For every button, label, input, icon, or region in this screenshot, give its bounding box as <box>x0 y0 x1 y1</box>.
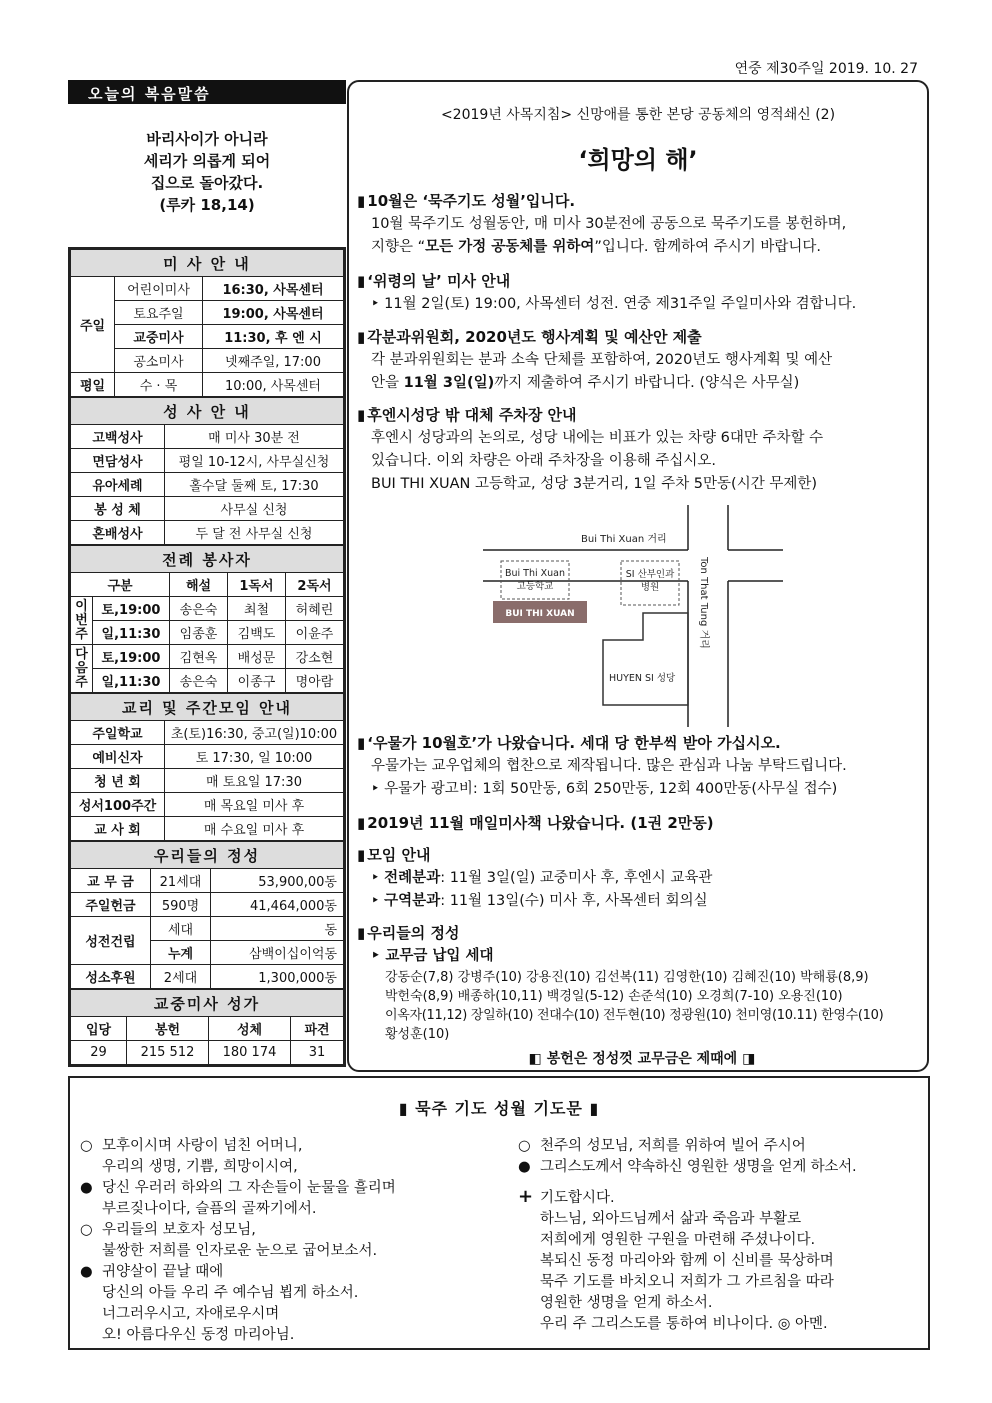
prayer-line: 귀양살이 끝날 때에 <box>102 1264 224 1280</box>
education-name: 교 사 회 <box>71 817 165 841</box>
news-section-missal <box>357 812 927 835</box>
prayer-line: 모후이시며 사랑이 넘친 어머니, <box>102 1138 303 1154</box>
prayer-left-column <box>80 1136 500 1346</box>
prayer-symbol: ● <box>518 1159 531 1175</box>
offering-amount: 41,464,000동 <box>211 893 344 917</box>
news-title: ‘희망의 해’ <box>578 146 698 174</box>
hymn-header: 입당 <box>71 1017 127 1041</box>
server-reader2: 강소현 <box>286 645 344 669</box>
prayer-line: 복되신 동정 마리아와 함께 이 신비를 묵상하며 <box>540 1253 834 1269</box>
donor-line: 이옥자(11,12) 장일하(10) 전대수(10) 전두현(10) 정광원(10) 천미영(10.11) 한영수(10) <box>385 1008 884 1023</box>
education-name: 성서100주간 <box>71 793 165 817</box>
hymn-header: 성체 <box>209 1017 291 1041</box>
section-heading: ▮ 후엔시성당 밖 대체 주차장 안내 <box>357 404 927 427</box>
prayer-line: 당신의 아들 우리 주 예수님 뵙게 하소서. <box>102 1285 359 1301</box>
server-day: 일,11:30 <box>93 669 170 693</box>
education-value: 초(토)16:30, 중고(일)10:00 <box>165 721 344 745</box>
section-bullet: ‣ 우물가 광고비: 1회 50만동, 6회 250만동, 12회 400만동(사무실 접수) <box>357 778 927 801</box>
hymn-number: 29 <box>71 1041 127 1065</box>
building-households-label: 세대 <box>151 917 211 941</box>
server-reader1: 배성문 <box>228 645 286 669</box>
server-commentator: 임종훈 <box>170 621 228 645</box>
news-section-newsletter <box>357 732 927 801</box>
section-heading: ▮ 2019년 11월 매일미사책 나왔습니다. (1권 2만동) <box>357 812 927 835</box>
donor-line: 박헌숙(8,9) 배종하(10,11) 백경일(5-12) 손준석(10) 오경희(7-10) 오용진(10) <box>385 989 843 1004</box>
hymn-header: 파견 <box>291 1017 344 1041</box>
news-subtitle: <2019년 사목지침> 신망애를 통한 본당 공동체의 영적쇄신 (2) <box>440 107 836 123</box>
server-commentator: 송은숙 <box>170 597 228 621</box>
hymn-header: 봉헌 <box>127 1017 209 1041</box>
section-heading: ▮ 10월은 ‘묵주기도 성월’입니다. <box>357 190 927 213</box>
map-school-label: Bui Thi Xuan <box>504 568 566 579</box>
mass-name: 수 · 목 <box>115 373 203 397</box>
section-text: 안을 11월 3일(일)까지 제출하여 주시기 바랍니다. (양식은 사무실) <box>371 375 800 391</box>
building-households-value: 동 <box>211 917 344 941</box>
section-heading: ▮ 모임 안내 <box>357 844 927 867</box>
gospel-text <box>68 128 346 216</box>
news-box <box>347 80 929 1072</box>
offering-amount: 1,300,000동 <box>211 965 344 989</box>
sacraments-title: 성 사 안 내 <box>71 398 344 425</box>
education-value: 매 토요일 17:30 <box>165 769 344 793</box>
section-heading: ▮ ‘위령의 날’ 미사 안내 <box>357 270 927 293</box>
news-section-budget <box>357 326 927 395</box>
info-tables <box>68 247 346 1067</box>
section-text: 후엔시 성당과의 논의로, 성당 내에는 비표가 있는 차량 6대만 주차할 수 <box>371 430 824 446</box>
map-hospital-label: 병원 <box>640 582 660 593</box>
education-name: 주일학교 <box>71 721 165 745</box>
sacraments-table <box>70 397 344 545</box>
sacrament-name: 고백성사 <box>71 425 165 449</box>
servers-header: 구분 <box>71 573 170 597</box>
server-reader1: 김백도 <box>228 621 286 645</box>
map-school-label: 고등학교 <box>516 581 554 592</box>
section-text: BUI THI XUAN 고등학교, 성당 3분거리, 1일 주차 5만동(시간 무제한) <box>371 476 818 492</box>
offerings-title: 우리들의 정성 <box>71 842 344 869</box>
education-title: 교리 및 주간모임 안내 <box>71 694 344 721</box>
donor-names <box>357 968 927 1044</box>
prayer-symbol: ● <box>80 1180 93 1196</box>
sacrament-name: 유아세례 <box>71 473 165 497</box>
map-hospital-label: SI 산부인과 <box>625 569 675 580</box>
section-text: 지향은 “모든 가정 공동체를 위하여”입니다. 함께하여 주시기 바랍니다. <box>371 239 822 255</box>
section-text: 각 분과위원회는 분과 소속 단체를 포함하여, 2020년도 행사계획 및 예산 <box>371 352 833 368</box>
gospel-title: 오늘의 복음말씀 <box>68 80 346 104</box>
mass-table <box>70 249 344 397</box>
offering-count: 590명 <box>151 893 211 917</box>
servers-header: 1독서 <box>228 573 286 597</box>
prayer-line: 묵주 기도를 바치오니 저희가 그 가르침을 따라 <box>540 1274 834 1290</box>
sacrament-value: 매 미사 30분 전 <box>165 425 344 449</box>
gospel-line: 집으로 돌아갔다. <box>150 174 264 192</box>
prayer-box <box>68 1076 930 1350</box>
prayer-line: 영원한 생명을 얻게 하소서. <box>540 1295 713 1311</box>
hymn-number: 31 <box>291 1041 344 1065</box>
news-section-rosary <box>357 190 927 259</box>
server-reader2: 이윤주 <box>286 621 344 645</box>
offering-name: 성소후원 <box>71 965 151 989</box>
map-school-sign-text: BUI THI XUAN <box>505 609 575 619</box>
offering-amount: 53,900,00동 <box>211 869 344 893</box>
donor-line: 강동순(7,8) 강병주(10) 강용진(10) 김선복(11) 김영한(10) 김혜진(10) 박해룡(8,9) <box>385 970 869 985</box>
section-bullet: ‣ 교무금 납입 세대 <box>357 945 927 968</box>
offering-note: ◧ 봉헌은 정성껏 교무금은 제때에 ◨ <box>528 1051 756 1067</box>
hymn-number: 215 512 <box>127 1041 209 1065</box>
prayer-symbol: ○ <box>80 1222 93 1238</box>
section-bullet: ‣ 11월 2일(토) 19:00, 사목센터 성전. 연중 제31주일 주일미사와 겸합니다. <box>357 293 927 316</box>
prayer-line: 당신 우러러 하와의 그 자손들이 눈물을 흘리며 <box>102 1180 396 1196</box>
donor-line: 황성훈(10) <box>385 1027 450 1042</box>
prayer-line: 오! 아름다우신 동정 마리아님. <box>102 1327 295 1343</box>
map-school-outline <box>501 561 569 599</box>
sacrament-value: 홀수달 둘째 토, 17:30 <box>165 473 344 497</box>
mass-time: 11:30, 후 엔 시 <box>203 325 344 349</box>
server-day: 일,11:30 <box>93 621 170 645</box>
prayer-line: 부르짖나이다, 슬픔의 골짜기에서. <box>102 1201 317 1217</box>
news-section-parking <box>357 404 927 496</box>
prayer-line: 천주의 성모님, 저희를 위하여 빌어 주시어 <box>540 1138 806 1154</box>
education-name: 청 년 회 <box>71 769 165 793</box>
building-total-value: 삼백이십이억동 <box>211 941 344 965</box>
this-week-label: 이번주 <box>71 597 93 645</box>
prayer-line: 저희에게 영원한 구원을 마련해 주셨나이다. <box>540 1232 816 1248</box>
offering-name: 교 무 금 <box>71 869 151 893</box>
bulletin-date: 연중 제30주일 2019. 10. 27 <box>734 61 918 77</box>
next-week-label: 다음주 <box>71 645 93 693</box>
sacrament-name: 봉 성 체 <box>71 497 165 521</box>
section-bullet: ‣ 전례분과: 11월 3일(일) 교중미사 후, 후엔시 교육관 <box>357 867 927 890</box>
prayer-line: 불쌍한 저희를 인자로운 눈으로 굽어보소서. <box>102 1243 378 1259</box>
mass-time: 19:00, 사목센터 <box>203 301 344 325</box>
sacrament-value: 평일 10-12시, 사무실신청 <box>165 449 344 473</box>
server-commentator: 김현옥 <box>170 645 228 669</box>
sacrament-value: 두 달 전 사무실 신청 <box>165 521 344 545</box>
prayer-line: 우리의 생명, 기쁨, 희망이시여, <box>102 1159 298 1175</box>
sacrament-name: 면담성사 <box>71 449 165 473</box>
section-bullet: ‣ 구역분과: 11월 13일(수) 미사 후, 사목센터 회의실 <box>357 890 927 913</box>
news-section-offerings <box>357 922 927 1071</box>
mass-title: 미 사 안 내 <box>71 250 344 277</box>
servers-header: 2독서 <box>286 573 344 597</box>
section-heading: ▮ 각분과위원회, 2020년도 행사계획 및 예산안 제출 <box>357 326 927 349</box>
mass-time: 넷째주일, 17:00 <box>203 349 344 373</box>
prayer-line: 너그러우시고, 자애로우시며 <box>102 1306 280 1322</box>
map-church-outline <box>603 613 688 705</box>
section-text: 우물가는 교우업체의 협찬으로 제작됩니다. 많은 관심과 나눔 부탁드립니다. <box>371 758 847 774</box>
offerings-table <box>70 841 344 989</box>
section-heading: ▮ ‘우물가 10월호’가 나왔습니다. 세대 당 한부씩 받아 가십시오. <box>357 732 927 755</box>
prayer-right-column <box>518 1136 928 1335</box>
map-street-ton-that-tung: Ton That Tung 거리 <box>698 557 709 649</box>
map-street-bui-thi-xuan: Bui Thi Xuan 거리 <box>581 534 667 545</box>
parking-map <box>483 505 783 727</box>
section-text: 있습니다. 이외 차량은 아래 주차장을 이용해 주십시오. <box>371 453 717 469</box>
server-day: 토,19:00 <box>93 645 170 669</box>
news-section-meetings <box>357 844 927 913</box>
prayer-line: 우리들의 보호자 성모님, <box>102 1222 256 1238</box>
mass-name: 어린이미사 <box>115 277 203 301</box>
building-fund-label: 성전건립 <box>71 917 151 965</box>
prayer-symbol: ○ <box>80 1138 93 1154</box>
mass-time: 16:30, 사목센터 <box>203 277 344 301</box>
gospel-reference: (루카 18,14) <box>159 196 255 214</box>
section-heading: ▮ 우리들의 정성 <box>357 922 927 945</box>
education-value: 매 수요일 미사 후 <box>165 817 344 841</box>
sacrament-name: 혼배성사 <box>71 521 165 545</box>
server-reader2: 명아람 <box>286 669 344 693</box>
education-table <box>70 693 344 841</box>
building-total-label: 누계 <box>151 941 211 965</box>
prayer-title: ▮ 묵주 기도 성월 기도문 ▮ <box>398 1099 600 1118</box>
mass-name: 공소미사 <box>115 349 203 373</box>
server-day: 토,19:00 <box>93 597 170 621</box>
offering-count: 2세대 <box>151 965 211 989</box>
servers-header: 해설 <box>170 573 228 597</box>
server-reader1: 이종구 <box>228 669 286 693</box>
hymns-table <box>70 989 344 1065</box>
gospel-line: 바리사이가 아니라 <box>146 130 268 148</box>
prayer-symbol: ● <box>80 1264 93 1280</box>
prayer-line: 기도합시다. <box>540 1190 615 1206</box>
offering-count: 21세대 <box>151 869 211 893</box>
cross-icon: + <box>518 1186 534 1207</box>
hymn-number: 180 174 <box>209 1041 291 1065</box>
servers-title: 전례 봉사자 <box>71 546 344 573</box>
server-reader1: 최철 <box>228 597 286 621</box>
hymns-title: 교중미사 성가 <box>71 990 344 1017</box>
map-church-label: HUYEN SI 성당 <box>609 673 676 684</box>
mass-name: 토요주일 <box>115 301 203 325</box>
server-commentator: 송은숙 <box>170 669 228 693</box>
sunday-label: 주일 <box>71 277 115 373</box>
prayer-line: 우리 주 그리스도를 통하여 비나이다. ◎ 아멘. <box>540 1316 828 1332</box>
mass-name: 교중미사 <box>115 325 203 349</box>
education-value: 토 17:30, 일 10:00 <box>165 745 344 769</box>
education-name: 예비신자 <box>71 745 165 769</box>
offering-name: 주일헌금 <box>71 893 151 917</box>
servers-table <box>70 545 344 693</box>
server-reader2: 허혜린 <box>286 597 344 621</box>
news-section-all-souls <box>357 270 927 316</box>
weekday-label: 평일 <box>71 373 115 397</box>
sacrament-value: 사무실 신청 <box>165 497 344 521</box>
prayer-line: 그리스도께서 약속하신 영원한 생명을 얻게 하소서. <box>540 1159 857 1175</box>
mass-time: 10:00, 사목센터 <box>203 373 344 397</box>
prayer-symbol: ○ <box>518 1138 531 1154</box>
gospel-line: 세리가 의롭게 되어 <box>143 152 271 170</box>
section-text: 10월 묵주기도 성월동안, 매 미사 30분전에 공동으로 묵주기도를 봉헌하며, <box>371 216 847 232</box>
prayer-line: 하느님, 외아드님께서 삶과 죽음과 부활로 <box>540 1211 802 1227</box>
education-value: 매 목요일 미사 후 <box>165 793 344 817</box>
